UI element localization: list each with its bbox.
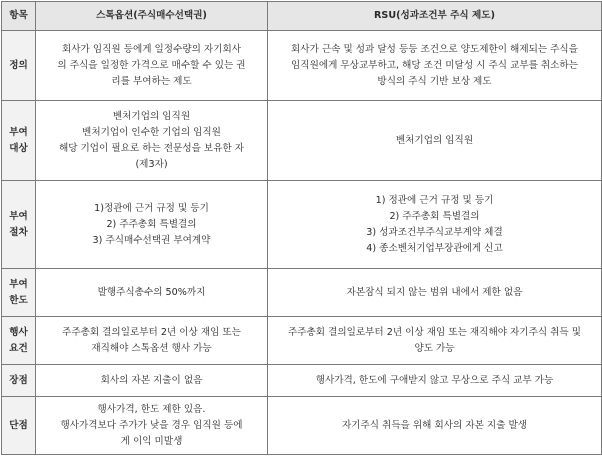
header-row: [2, 2, 602, 31]
row-label-line: 정의: [9, 59, 28, 71]
cell-line: 벤처기업의 임직원: [395, 134, 474, 146]
row-label-grant-procedure: [2, 181, 36, 269]
cell-line: 1) 정관에 근거 규정 및 등기: [375, 194, 494, 206]
row-grant-limit: [2, 269, 602, 317]
cell-line: 1)정관에 근거 규정 및 등기: [94, 202, 209, 214]
cell-line: 재직해야 스톡옵션 행사 가능: [91, 342, 212, 354]
row-label-line: 부여: [9, 126, 28, 138]
cell-line: 주주총회 결의일로부터 2년 이상 재임 또는: [62, 326, 241, 338]
cell-line: 2) 주주총회 특별결의: [389, 210, 480, 222]
stock-option-grant-limit-cell: [36, 269, 268, 317]
cell-line: 행사가격, 한도 제한 있음.: [97, 403, 206, 415]
row-definition: [2, 31, 602, 101]
header-stock-option: 스톡옵션(주식매수선택권): [36, 2, 268, 31]
row-label-line: 장점: [9, 374, 28, 386]
row-label-line: 대상: [9, 142, 28, 154]
rsu-definition-cell: [268, 31, 602, 101]
row-label-line: 부여: [9, 278, 28, 290]
row-label-line: 절차: [9, 226, 28, 238]
rsu-exercise-condition-cell: [268, 317, 602, 365]
row-grant-target: [2, 101, 602, 181]
stock-option-disadvantage-cell: [36, 397, 268, 455]
row-exercise-condition: [2, 317, 602, 365]
comparison-table: [1, 1, 602, 455]
row-label-grant-limit: [2, 269, 36, 317]
cell-line: 리를 부여하는 제도: [111, 75, 192, 87]
row-advantage: [2, 365, 602, 397]
row-label-definition: [2, 31, 36, 101]
cell-line: 3) 주식매수선택권 부여계약: [92, 234, 211, 246]
row-label-advantage: [2, 365, 36, 397]
cell-line: 자기주식 취득을 위해 회사의 자본 지출 발생: [341, 419, 528, 431]
row-label-exercise-condition: [2, 317, 36, 365]
row-disadvantage: [2, 397, 602, 455]
cell-line: (제3자): [135, 158, 168, 170]
cell-line: 해당 기업이 필요로 하는 전문성을 보유한 자: [58, 142, 245, 154]
cell-line: 벤처기업의 임직원: [112, 110, 191, 122]
row-label-line: 단점: [9, 419, 28, 431]
cell-line: 주주총회 결의일로부터 2년 이상 재임 또는 재직해야 자기주식 취득 및: [287, 326, 582, 338]
cell-line: 자본잠식 되지 않는 범위 내에서 제한 없음: [346, 286, 523, 298]
table-body: [2, 31, 602, 455]
rsu-advantage-cell: [268, 365, 602, 397]
cell-line: 벤처기업이 인수한 기업의 임직원: [82, 126, 221, 138]
header-item: 항목: [2, 2, 36, 31]
row-label-line: 한도: [9, 294, 28, 306]
stock-option-grant-procedure-cell: [36, 181, 268, 269]
header-rsu: RSU(성과조건부 주식 제도): [268, 2, 602, 31]
stock-option-definition-cell: [36, 31, 268, 101]
stock-option-advantage-cell: [36, 365, 268, 397]
table-header: [2, 2, 602, 31]
rsu-grant-target-cell: [268, 101, 602, 181]
cell-line: 임직원에게 무상교부하고, 해당 조건 미달성 시 주식 교부를 취소하는: [291, 59, 578, 71]
row-label-line: 행사: [9, 326, 28, 338]
stock-option-grant-target-cell: [36, 101, 268, 181]
rsu-grant-limit-cell: [268, 269, 602, 317]
cell-line: 발행주식총수의 50%까지: [97, 286, 206, 298]
cell-line: 행사가격, 한도에 구애받지 않고 무상으로 주식 교부 가능: [315, 374, 554, 386]
cell-line: 의 주식을 일정한 가격으로 매수할 수 있는 권: [57, 59, 246, 71]
row-grant-procedure: [2, 181, 602, 269]
cell-line: 4) 종소벤처기업부장관에게 신고: [366, 242, 503, 254]
cell-line: 회사가 근속 및 성과 달성 등등 조건으로 양도제한이 해제되는 주식을: [291, 43, 578, 55]
rsu-disadvantage-cell: [268, 397, 602, 455]
cell-line: 2) 주주총회 특별결의: [106, 218, 197, 230]
cell-line: 3) 성과조건부주식교부계약 체결: [366, 226, 503, 238]
cell-line: 행사가격보다 주가가 낮을 경우 임직원 등에: [60, 419, 243, 431]
row-label-line: 요건: [9, 342, 28, 354]
stock-option-exercise-condition-cell: [36, 317, 268, 365]
row-label-grant-target: [2, 101, 36, 181]
cell-line: 양도 가능: [414, 342, 455, 354]
cell-line: 회사의 자본 지출이 없음: [100, 374, 203, 386]
rsu-grant-procedure-cell: [268, 181, 602, 269]
cell-line: 게 이익 미발생: [120, 435, 183, 447]
cell-line: 방식의 주식 기반 보상 제도: [377, 75, 492, 87]
row-label-disadvantage: [2, 397, 36, 455]
cell-line: 회사가 임직원 등에게 일정수량의 자기회사: [61, 43, 241, 55]
row-label-line: 부여: [9, 210, 28, 222]
